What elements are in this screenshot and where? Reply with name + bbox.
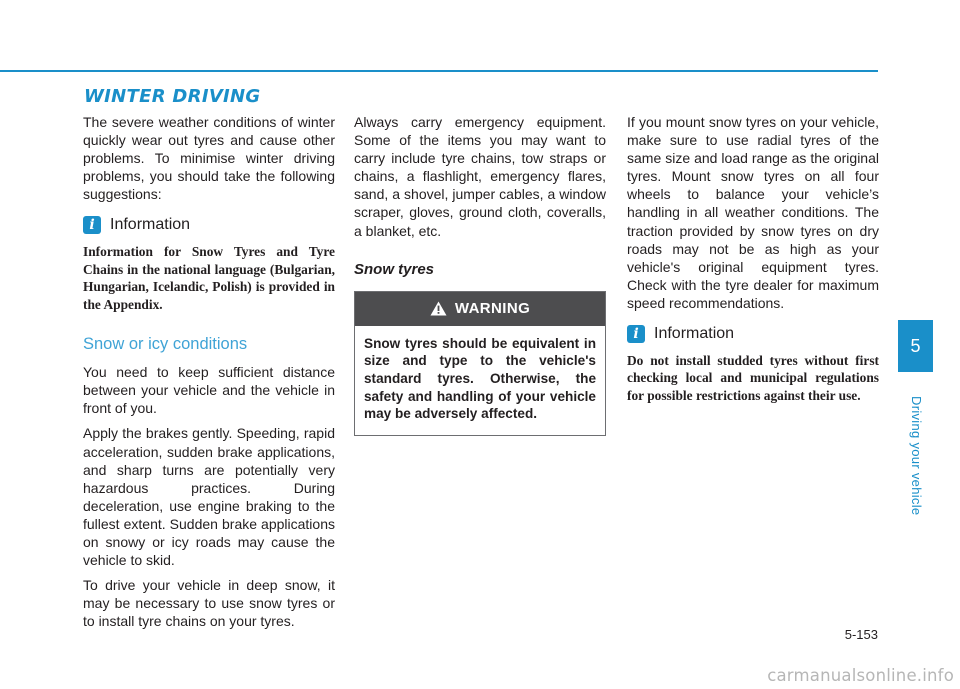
subheading-snow-icy: Snow or icy conditions [83,335,248,354]
intro-paragraph: The severe weather conditions of winter quickly wear out tyres and cause other problems. To minimise winter driving problems, you should take the following suggestions: [83,114,335,203]
paragraph-deep-snow: To drive your vehicle in deep snow, it may be necessary to use snow tyres or to install tyre chains on your tyres. [83,577,335,630]
section-title: WINTER DRIVING [84,86,261,107]
warning-label: WARNING [454,299,531,317]
warning-text: Snow tyres should be equivalent in size and type to the vehicle's standard tyres. Otherwise, the safety and handling of your vehicle may be adversely affected. [364,335,596,422]
warning-triangle-icon [430,301,447,316]
page-number: 5-153 [844,627,878,642]
chapter-name: Driving your vehicle [909,396,924,516]
emergency-equipment-paragraph: Always carry emergency equipment. Some of the items you may want to carry include tyre chains, tow straps or chains, a flashlight, emergency flares, sand, a shovel, jumper cables, a window scraper, gloves, ground cloth, coveralls, a blanket, etc. [354,114,606,239]
watermark: carmanualsonline.info [767,666,954,685]
information-label-2: Information [654,324,735,342]
column-1 [83,113,335,638]
header-rule [0,70,878,72]
info-icon: i [627,325,645,343]
information-header [83,215,335,235]
warning-box [354,291,606,436]
information-text: Information for Snow Tyres and Tyre Chains in the national language (Bulgarian, Hungarian, Icelandic, Polish) is provided in the Appendix. [83,244,335,312]
information-text-2: Do not install studded tyres without first checking local and municipal regulations for possible restrictions against their use. [627,353,879,403]
warning-header [355,292,605,326]
information-label: Information [110,216,191,234]
paragraph-distance: You need to keep sufficient distance between your vehicle and the vehicle in front of you. [83,364,335,417]
paragraph-brakes: Apply the brakes gently. Speeding, rapid acceleration, sudden brake applications, and sharp turns are potentially very hazardous practices. During deceleration, use engine braking to the fullest extent. Sudden brake applications on snowy or icy roads may cause the vehicle to skid. [83,425,335,569]
column-2 [354,113,606,436]
info-icon: i [83,216,101,234]
subheading-snow-tyres: Snow tyres [354,260,435,278]
column-3 [627,113,879,411]
snow-tyre-mounting-paragraph: If you mount snow tyres on your vehicle, make sure to use radial tyres of the same size and load range as the original tyres. Mount snow tyres on all four wheels to balance your vehicle’s handling in all weather conditions. The traction provided by snow tyres on dry roads may not be as high as your vehicle's original equipment tyres. Check with the tyre dealer for maximum speed recommendations. [627,114,879,311]
chapter-tab: 5 [898,320,933,372]
information-header-2 [627,324,879,344]
